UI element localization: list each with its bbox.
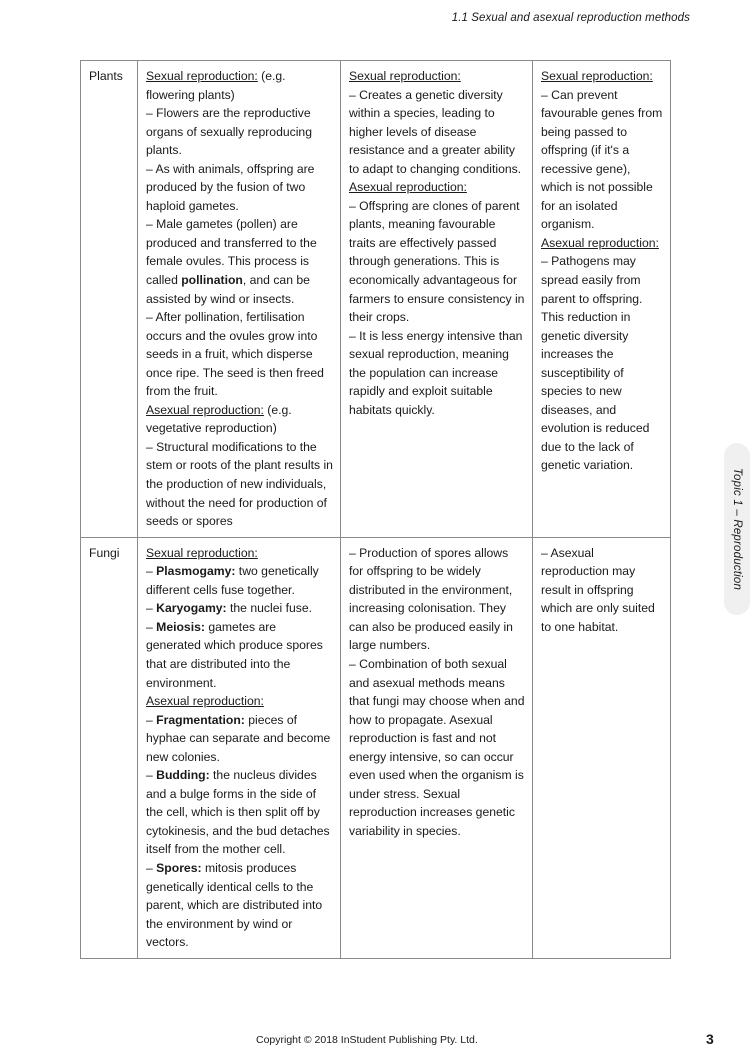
cell-paragraph: – Can prevent favourable genes from being passed to offspring (if it's a recessive gene), which is not possible for an isolated organism. xyxy=(541,87,663,232)
reproduction-methods-table xyxy=(80,60,671,959)
cell-term: Plasmogamy: xyxy=(156,564,236,579)
topic-side-tab-label: Topic 1 – Reproduction xyxy=(731,467,743,591)
cell-paragraph: – Combination of both sexual and asexual methods means that fungi may choose when and how to propagate. Asexual reproduction is fast and not energy intensive, so can occur even used when the organism is under stress. Sexual reproduction increases genetic variability in species. xyxy=(349,656,525,838)
cell-paragraph xyxy=(349,178,525,197)
cell-paragraph: Asexual reproduction: (e.g. vegetative reproduction) xyxy=(146,402,292,436)
footer-page-number: 3 xyxy=(706,1031,714,1047)
cell-paragraph: – Offspring are clones of parent plants, meaning favourable traits are effectively passed through generations. This is economically advantageous for farmers to ensure consistency in their crops. xyxy=(349,198,525,325)
cell-term: Fragmentation: xyxy=(156,712,245,727)
cell-paragraph: – Production of spores allows for offspring to be widely distributed in the environment, increasing colonisation. They can also be produced easily in large numbers. xyxy=(349,545,513,653)
cell-paragraph: – Karyogamy: the nuclei fuse. xyxy=(146,601,312,616)
cell-term: Budding: xyxy=(156,768,210,783)
topic-side-tab xyxy=(724,443,750,615)
cell-paragraph: – Budding: the nucleus divides and a bulge forms in the side of the cell, which is then split off by cytokinesis, and the bud detaches itself from the mother cell. xyxy=(146,768,330,857)
cell-paragraph: – Meiosis: gametes are generated which produce spores that are distributed into the environment. xyxy=(146,619,323,690)
table-row xyxy=(81,537,671,958)
row-disadvantages-cell xyxy=(533,537,671,958)
cell-term: Spores: xyxy=(156,860,202,875)
cell-paragraph: – It is less energy intensive than sexual reproduction, meaning the population can increase rapidly and exploit suitable habitats quickly. xyxy=(349,328,523,417)
row-label: Plants xyxy=(89,69,123,83)
cell-heading: Asexual reproduction: xyxy=(541,235,659,250)
cell-paragraph xyxy=(146,544,333,563)
cell-heading: Asexual reproduction: xyxy=(146,402,264,417)
cell-paragraph: – After pollination, fertilisation occurs and the ovules grow into seeds in a fruit, which disperse once ripe. The seed is then freed from the fruit. xyxy=(146,310,324,399)
row-description-cell xyxy=(138,537,341,958)
cell-paragraph xyxy=(349,67,525,86)
row-description-cell xyxy=(138,61,341,538)
cell-heading: Asexual reproduction: xyxy=(349,180,467,195)
row-disadvantages-cell xyxy=(533,61,671,538)
cell-paragraph xyxy=(146,692,333,711)
cell-paragraph: – Plasmogamy: two genetically different cells fuse together. xyxy=(146,564,319,597)
cell-heading: Sexual reproduction: xyxy=(349,69,461,83)
cell-heading: Sexual reproduction: xyxy=(146,69,258,83)
cell-term: pollination xyxy=(181,273,243,288)
row-advantages-cell xyxy=(341,61,533,538)
cell-paragraph: – Male gametes (pollen) are produced and transferred to the female ovules. This process is called pollination, and can be assisted by wind or insects. xyxy=(146,217,317,306)
cell-paragraph: – As with animals, offspring are produced by the fusion of two haploid gametes. xyxy=(146,161,315,213)
cell-paragraph xyxy=(541,234,663,253)
cell-heading: Sexual reproduction: xyxy=(541,69,653,83)
cell-paragraph: Sexual reproduction: (e.g. flowering plants) xyxy=(146,69,286,102)
cell-paragraph: – Spores: mitosis produces genetically identical cells to the parent, which are distributed into the environment by wind or vectors. xyxy=(146,860,323,950)
cell-heading: Asexual reproduction: xyxy=(146,694,264,709)
cell-paragraph xyxy=(541,67,663,86)
cell-paragraph: – Fragmentation: pieces of hyphae can separate and become new colonies. xyxy=(146,712,331,764)
row-advantages-cell xyxy=(341,537,533,958)
cell-paragraph: – Structural modifications to the stem or roots of the plant results in the production of new individuals, without the need for production of seeds or spores xyxy=(146,439,333,529)
cell-paragraph: – Asexual reproduction may result in offspring which are only suited to one habitat. xyxy=(541,545,655,634)
cell-term: Karyogamy: xyxy=(156,601,227,616)
footer-copyright: Copyright © 2018 InStudent Publishing Pty. Ltd. xyxy=(256,1034,478,1046)
running-header: 1.1 Sexual and asexual reproduction methods xyxy=(451,12,690,24)
cell-paragraph: – Pathogens may spread easily from parent to offspring. This reduction in genetic diversity increases the susceptibility of species to new diseases, and evolution is reduced due to the lack of genetic variation. xyxy=(541,254,650,473)
table-row xyxy=(81,61,671,538)
row-label-cell xyxy=(81,61,138,538)
cell-heading: Sexual reproduction: xyxy=(146,545,258,560)
table-body xyxy=(81,61,671,959)
row-label-cell xyxy=(81,537,138,958)
cell-term: Meiosis: xyxy=(156,619,205,634)
row-label: Fungi xyxy=(89,545,120,560)
cell-paragraph: – Flowers are the reproductive organs of sexually reproducing plants. xyxy=(146,106,312,158)
cell-paragraph: – Creates a genetic diversity within a species, leading to higher levels of disease resistance and a greater ability to adapt to changing conditions. xyxy=(349,87,522,176)
